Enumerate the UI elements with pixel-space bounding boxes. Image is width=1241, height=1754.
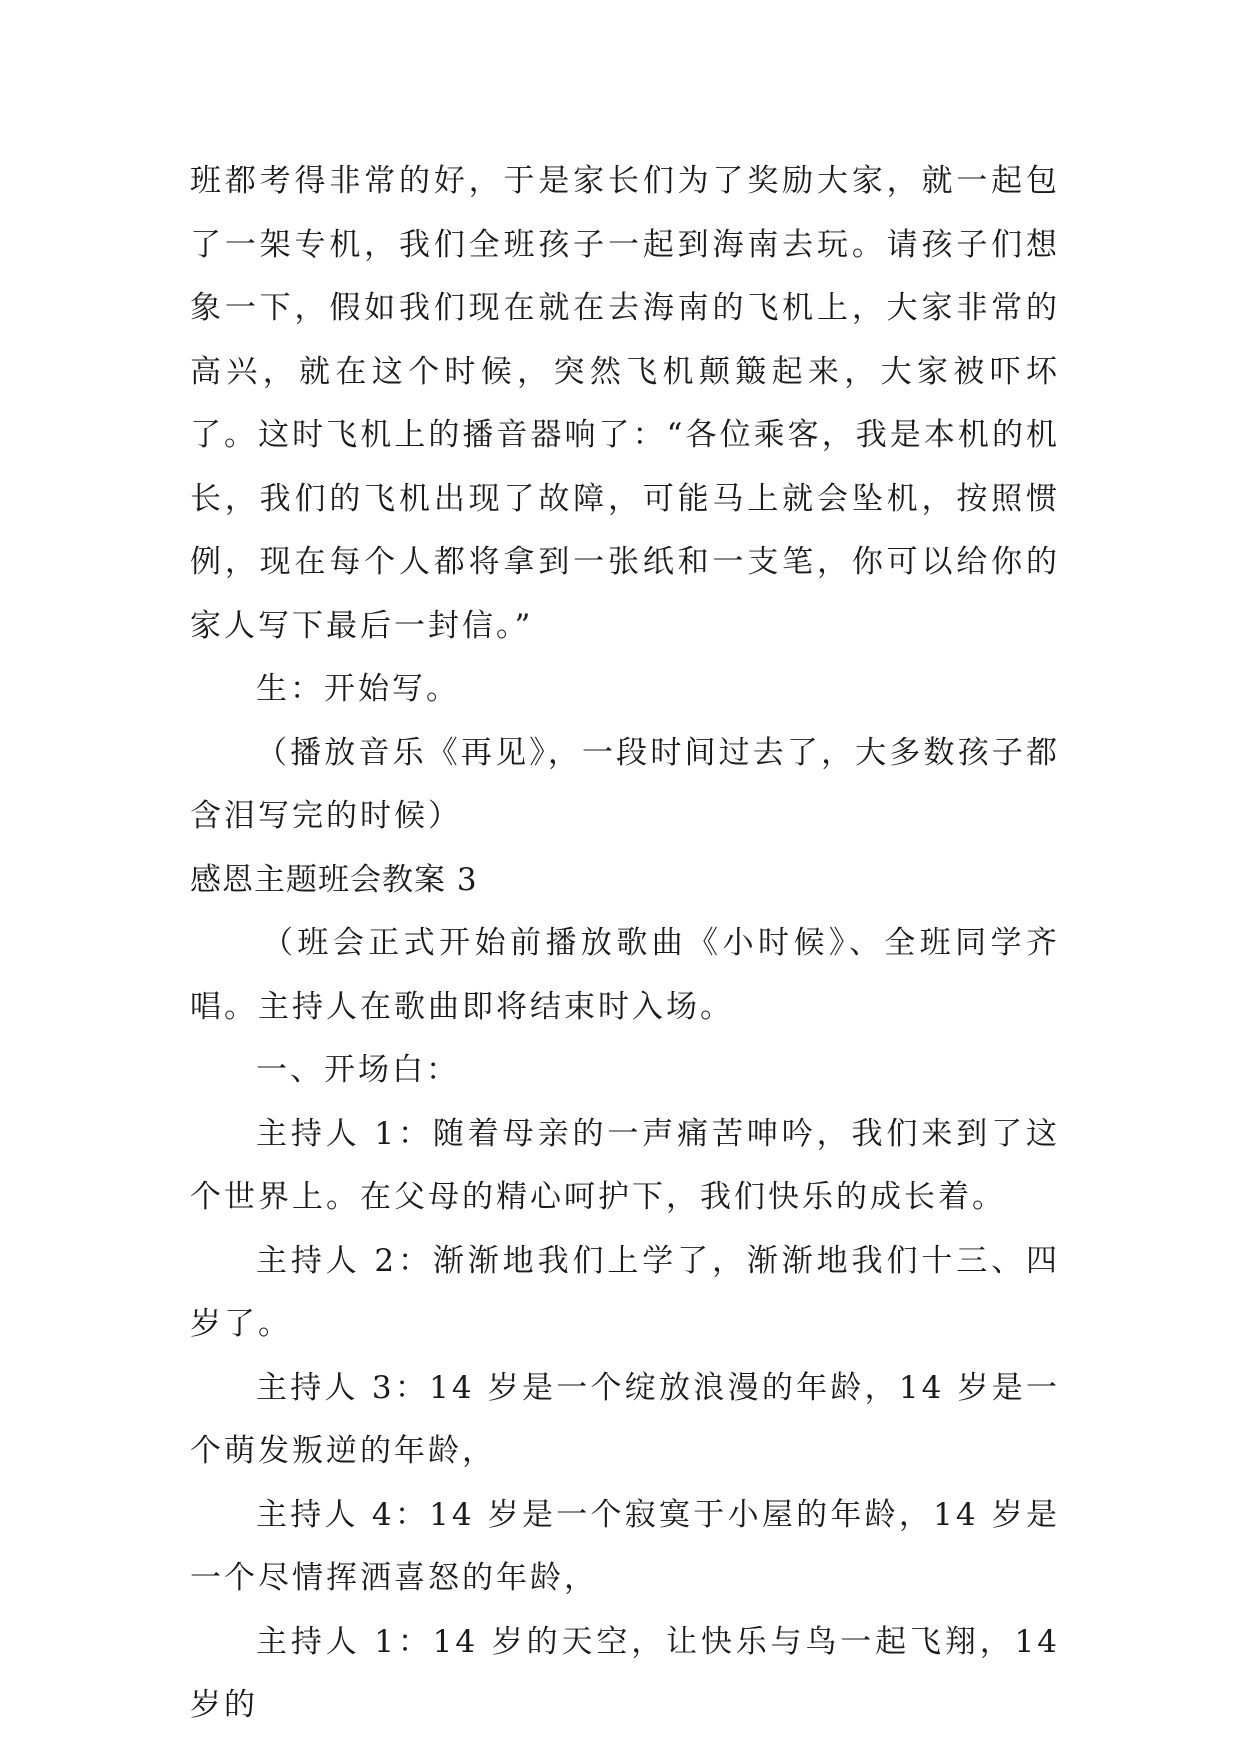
paragraph-opening-song: （班会正式开始前播放歌曲《小时候》、全班同学齐唱。主持人在歌曲即将结束时入场。 [190,925,1060,1025]
paragraph-host-4: 主持人 4：14 岁是一个寂寞于小屋的年龄，14 岁是一个尽情挥洒喜怒的年龄， [190,1496,1060,1596]
section-heading: 感恩主题班会教案 3 [190,861,478,898]
paragraph-host-2: 主持人 2：渐渐地我们上学了，渐渐地我们十三、四岁了。 [190,1242,1060,1342]
paragraph-music-note: （播放音乐《再见》，一段时间过去了，大多数孩子都含泪写完的时候） [190,734,1060,834]
document-body [190,150,1060,1738]
paragraph-opening-remarks: 一、开场白： [256,1052,460,1088]
paragraph-student-writes: 生：开始写。 [256,671,460,707]
paragraph-host-3: 主持人 3：14 岁是一个绽放浪漫的年龄，14 岁是一个萌发叛逆的年龄， [190,1369,1060,1469]
paragraph-host-1-again: 主持人 1：14 岁的天空，让快乐与鸟一起飞翔，14 岁的 [190,1623,1060,1723]
paragraph-host-1: 主持人 1：随着母亲的一声痛苦呻吟，我们来到了这个世界上。在父母的精心呵护下，我们快乐的成长着。 [190,1115,1060,1215]
paragraph-story-continuation: 班都考得非常的好，于是家长们为了奖励大家，就一起包了一架专机，我们全班孩子一起到海南去玩。请孩子们想象一下，假如我们现在就在去海南的飞机上，大家非常的高兴，就在这个时候，突然飞机颠簸起来，大家被吓坏了。这时飞机上的播音器响了：“各位乘客，我是本机的机长，我们的飞机出现了故障，可能马上就会坠机，按照惯例，现在每个人都将拿到一张纸和一支笔，你可以给你的家人写下最后一封信。” [190,163,1060,644]
